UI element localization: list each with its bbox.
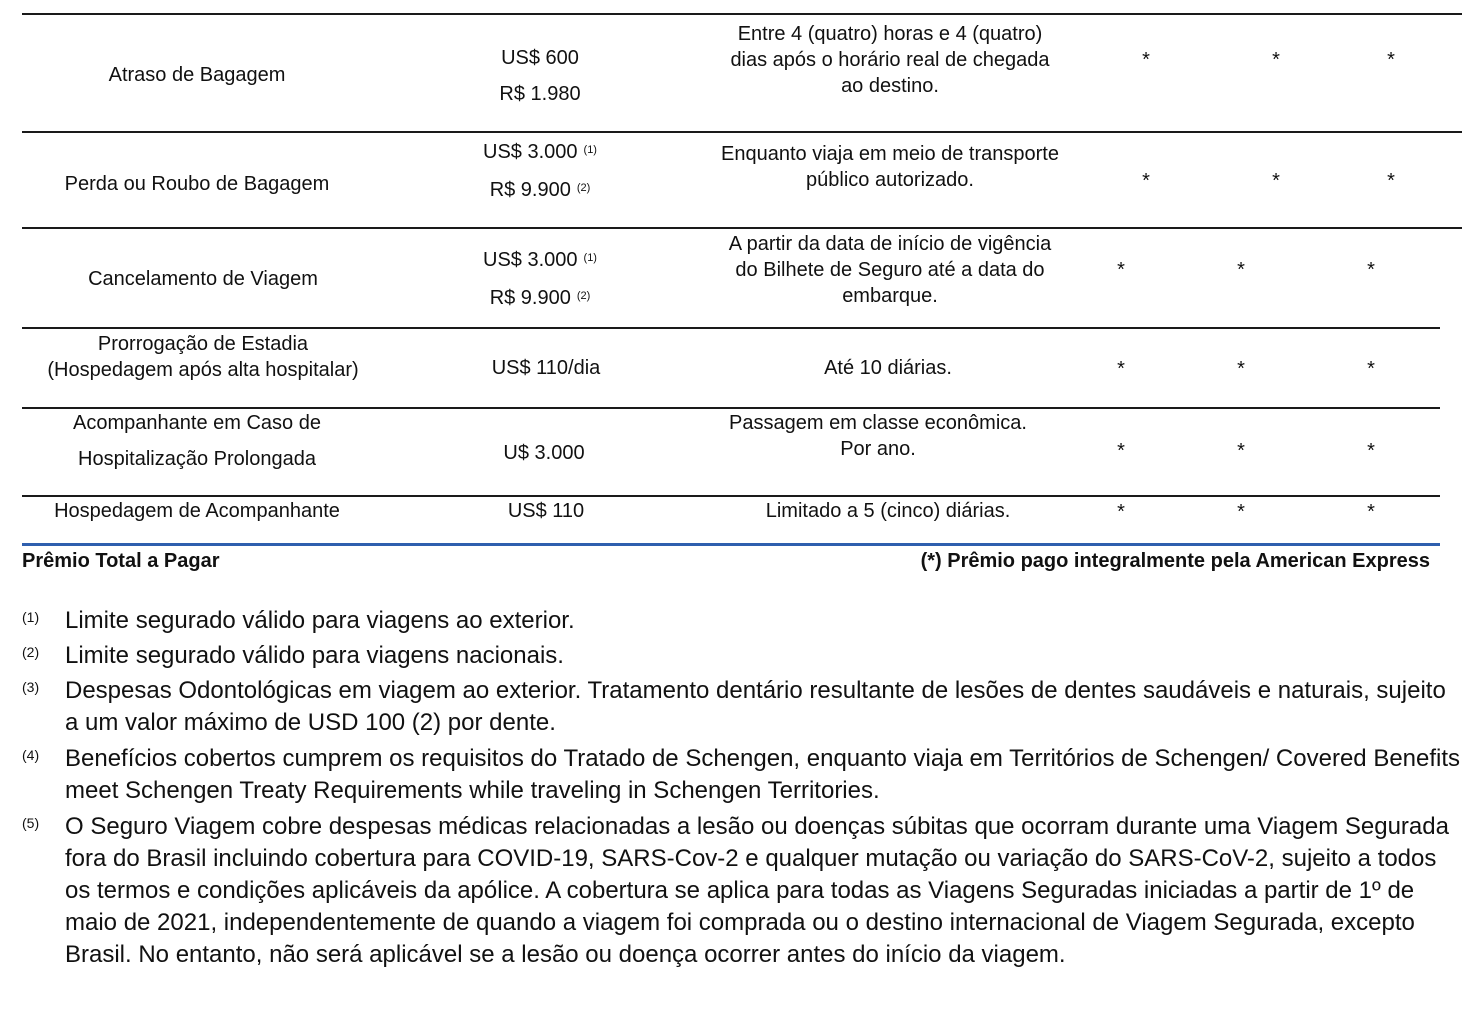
coverage-mark: * — [1142, 170, 1150, 192]
coverage-label-line: Prorrogação de Estadia — [97, 333, 309, 355]
footnote-number: (3) — [22, 679, 40, 695]
coverage-label — [22, 171, 372, 197]
coverage-label-line: (Hospedagem após alta hospitalar) — [47, 359, 359, 381]
coverage-mark: * — [1367, 440, 1375, 462]
coverage-mark: * — [1272, 49, 1280, 71]
coverage-label — [22, 331, 384, 383]
coverage-mark: * — [1142, 49, 1150, 71]
footnote-number: (2) — [22, 644, 40, 660]
condition-text — [678, 410, 1078, 462]
condition-line: Passagem em classe econômica. — [729, 412, 1027, 434]
limit-value — [446, 498, 646, 524]
limit-value — [446, 355, 646, 381]
condition-line: do Bilhete de Seguro até a data do — [735, 259, 1045, 281]
footnote-ref: (2) — [576, 182, 591, 194]
condition-line: Enquanto viaja em meio de transporte — [721, 143, 1059, 165]
total-premium-label: Prêmio Total a Pagar — [22, 550, 220, 572]
footnote-ref: (1) — [583, 144, 597, 156]
coverage-mark: * — [1367, 259, 1375, 281]
limit-value — [440, 139, 640, 165]
coverage-label-line: Hospedagem de Acompanhante — [54, 500, 340, 522]
limit-usd: US$ 110/dia — [491, 357, 601, 379]
footnote-ref: (1) — [583, 252, 597, 264]
coverage-label-line: Acompanhante em Caso de — [73, 412, 321, 434]
coverage-label — [22, 409, 372, 481]
coverage-label — [22, 62, 372, 88]
limit-value — [440, 45, 640, 71]
condition-line: Até 10 diárias. — [824, 357, 952, 379]
limit-usd: US$ 110 — [507, 500, 585, 522]
coverage-mark: * — [1117, 501, 1125, 523]
footnote-text: Despesas Odontológicas em viagem ao exterior. Tratamento dentário resultante de lesões de dentes saudáveis e naturais, sujeito a um valor máximo de USD 100 (2) por dente. — [65, 677, 1446, 736]
table-rule-top — [22, 13, 1462, 15]
coverage-mark: * — [1387, 170, 1395, 192]
coverage-mark: * — [1237, 259, 1245, 281]
footnote — [22, 675, 1462, 739]
condition-line: A partir da data de início de vigência — [728, 233, 1052, 255]
coverage-mark: * — [1387, 49, 1395, 71]
coverage-mark: * — [1237, 358, 1245, 380]
coverage-mark: * — [1237, 501, 1245, 523]
footnote-number: (4) — [22, 747, 40, 763]
limit-usd: U$ 3.000 — [503, 442, 585, 464]
coverage-mark: * — [1117, 358, 1125, 380]
table-rule — [22, 227, 1462, 229]
limit-usd: US$ 600 — [501, 47, 579, 69]
premium-note: (*) Prêmio pago integralmente pela American Express — [920, 550, 1430, 572]
coverage-mark: * — [1117, 259, 1125, 281]
coverage-label — [22, 266, 384, 292]
footnote-text: O Seguro Viagem cobre despesas médicas relacionadas a lesão ou doenças súbitas que ocorram durante uma Viagem Segurada fora do Brasil incluindo cobertura para COVID-19, SARS-Cov-2 e qualquer mutação ou variação do SARS-CoV-2, sujeito a todos os termos e condições aplicáveis da apólice. A cobertura se aplica para todas as Viagens Seguradas iniciadas a partir de 1º de maio de 2021, independentemente de quando a viagem foi comprada ou o destino internacional de Viagem Segurada, excepto Brasil. No entanto, não será aplicável se a lesão ou doença ocorrer antes do início da viagem. — [65, 813, 1449, 968]
footnote-ref: (2) — [576, 290, 591, 302]
footnote — [22, 811, 1462, 1007]
footnote-number: (5) — [22, 815, 40, 831]
condition-text — [688, 355, 1088, 381]
limit-value — [440, 177, 640, 203]
footnote-text: Benefícios cobertos cumprem os requisitos do Tratado de Schengen, enquanto viaja em Territórios de Schengen/ Covered Benefits meet Schengen Treaty Requirements while traveling in Schengen Territories. — [65, 745, 1461, 804]
footnote-number: (1) — [22, 609, 40, 625]
table-rule-bottom — [22, 543, 1440, 546]
limit-value — [440, 247, 640, 273]
limit-usd: US$ 3.000 — [483, 141, 578, 163]
condition-text — [690, 231, 1090, 309]
limit-brl: R$ 1.980 — [499, 83, 581, 105]
table-rule — [22, 327, 1440, 329]
footnote-text: Limite segurado válido para viagens ao exterior. — [65, 607, 575, 634]
condition-text — [690, 141, 1090, 193]
limit-value — [440, 81, 640, 107]
coverage-label — [22, 498, 372, 524]
condition-text — [688, 498, 1088, 524]
coverage-mark: * — [1367, 358, 1375, 380]
coverage-mark: * — [1272, 170, 1280, 192]
condition-line: Limitado a 5 (cinco) diárias. — [765, 500, 1011, 522]
table-rule — [22, 495, 1440, 497]
coverage-mark: * — [1237, 440, 1245, 462]
limit-value — [440, 285, 640, 311]
coverage-mark: * — [1117, 440, 1125, 462]
condition-text — [690, 21, 1090, 99]
footnote — [22, 605, 1462, 637]
coverage-mark: * — [1367, 501, 1375, 523]
condition-line: público autorizado. — [806, 169, 974, 191]
coverage-label-line: Cancelamento de Viagem — [88, 268, 318, 290]
condition-line: embarque. — [842, 285, 938, 307]
table-rule — [22, 131, 1462, 133]
condition-line: Por ano. — [840, 438, 916, 460]
footnote — [22, 640, 1462, 672]
coverage-label-line: Perda ou Roubo de Bagagem — [64, 173, 330, 195]
limit-usd: US$ 3.000 — [483, 249, 578, 271]
condition-line: dias após o horário real de chegada — [730, 49, 1050, 71]
coverage-label-line: Hospitalização Prolongada — [78, 448, 316, 470]
condition-line: Entre 4 (quatro) horas e 4 (quatro) — [737, 23, 1043, 45]
footnote-text: Limite segurado válido para viagens nacionais. — [65, 642, 564, 669]
limit-value — [444, 440, 644, 466]
footnote — [22, 743, 1462, 807]
coverage-label-line: Atraso de Bagagem — [108, 64, 286, 86]
condition-line: ao destino. — [841, 75, 939, 97]
limit-brl: R$ 9.900 — [489, 179, 571, 201]
limit-brl: R$ 9.900 — [489, 287, 571, 309]
